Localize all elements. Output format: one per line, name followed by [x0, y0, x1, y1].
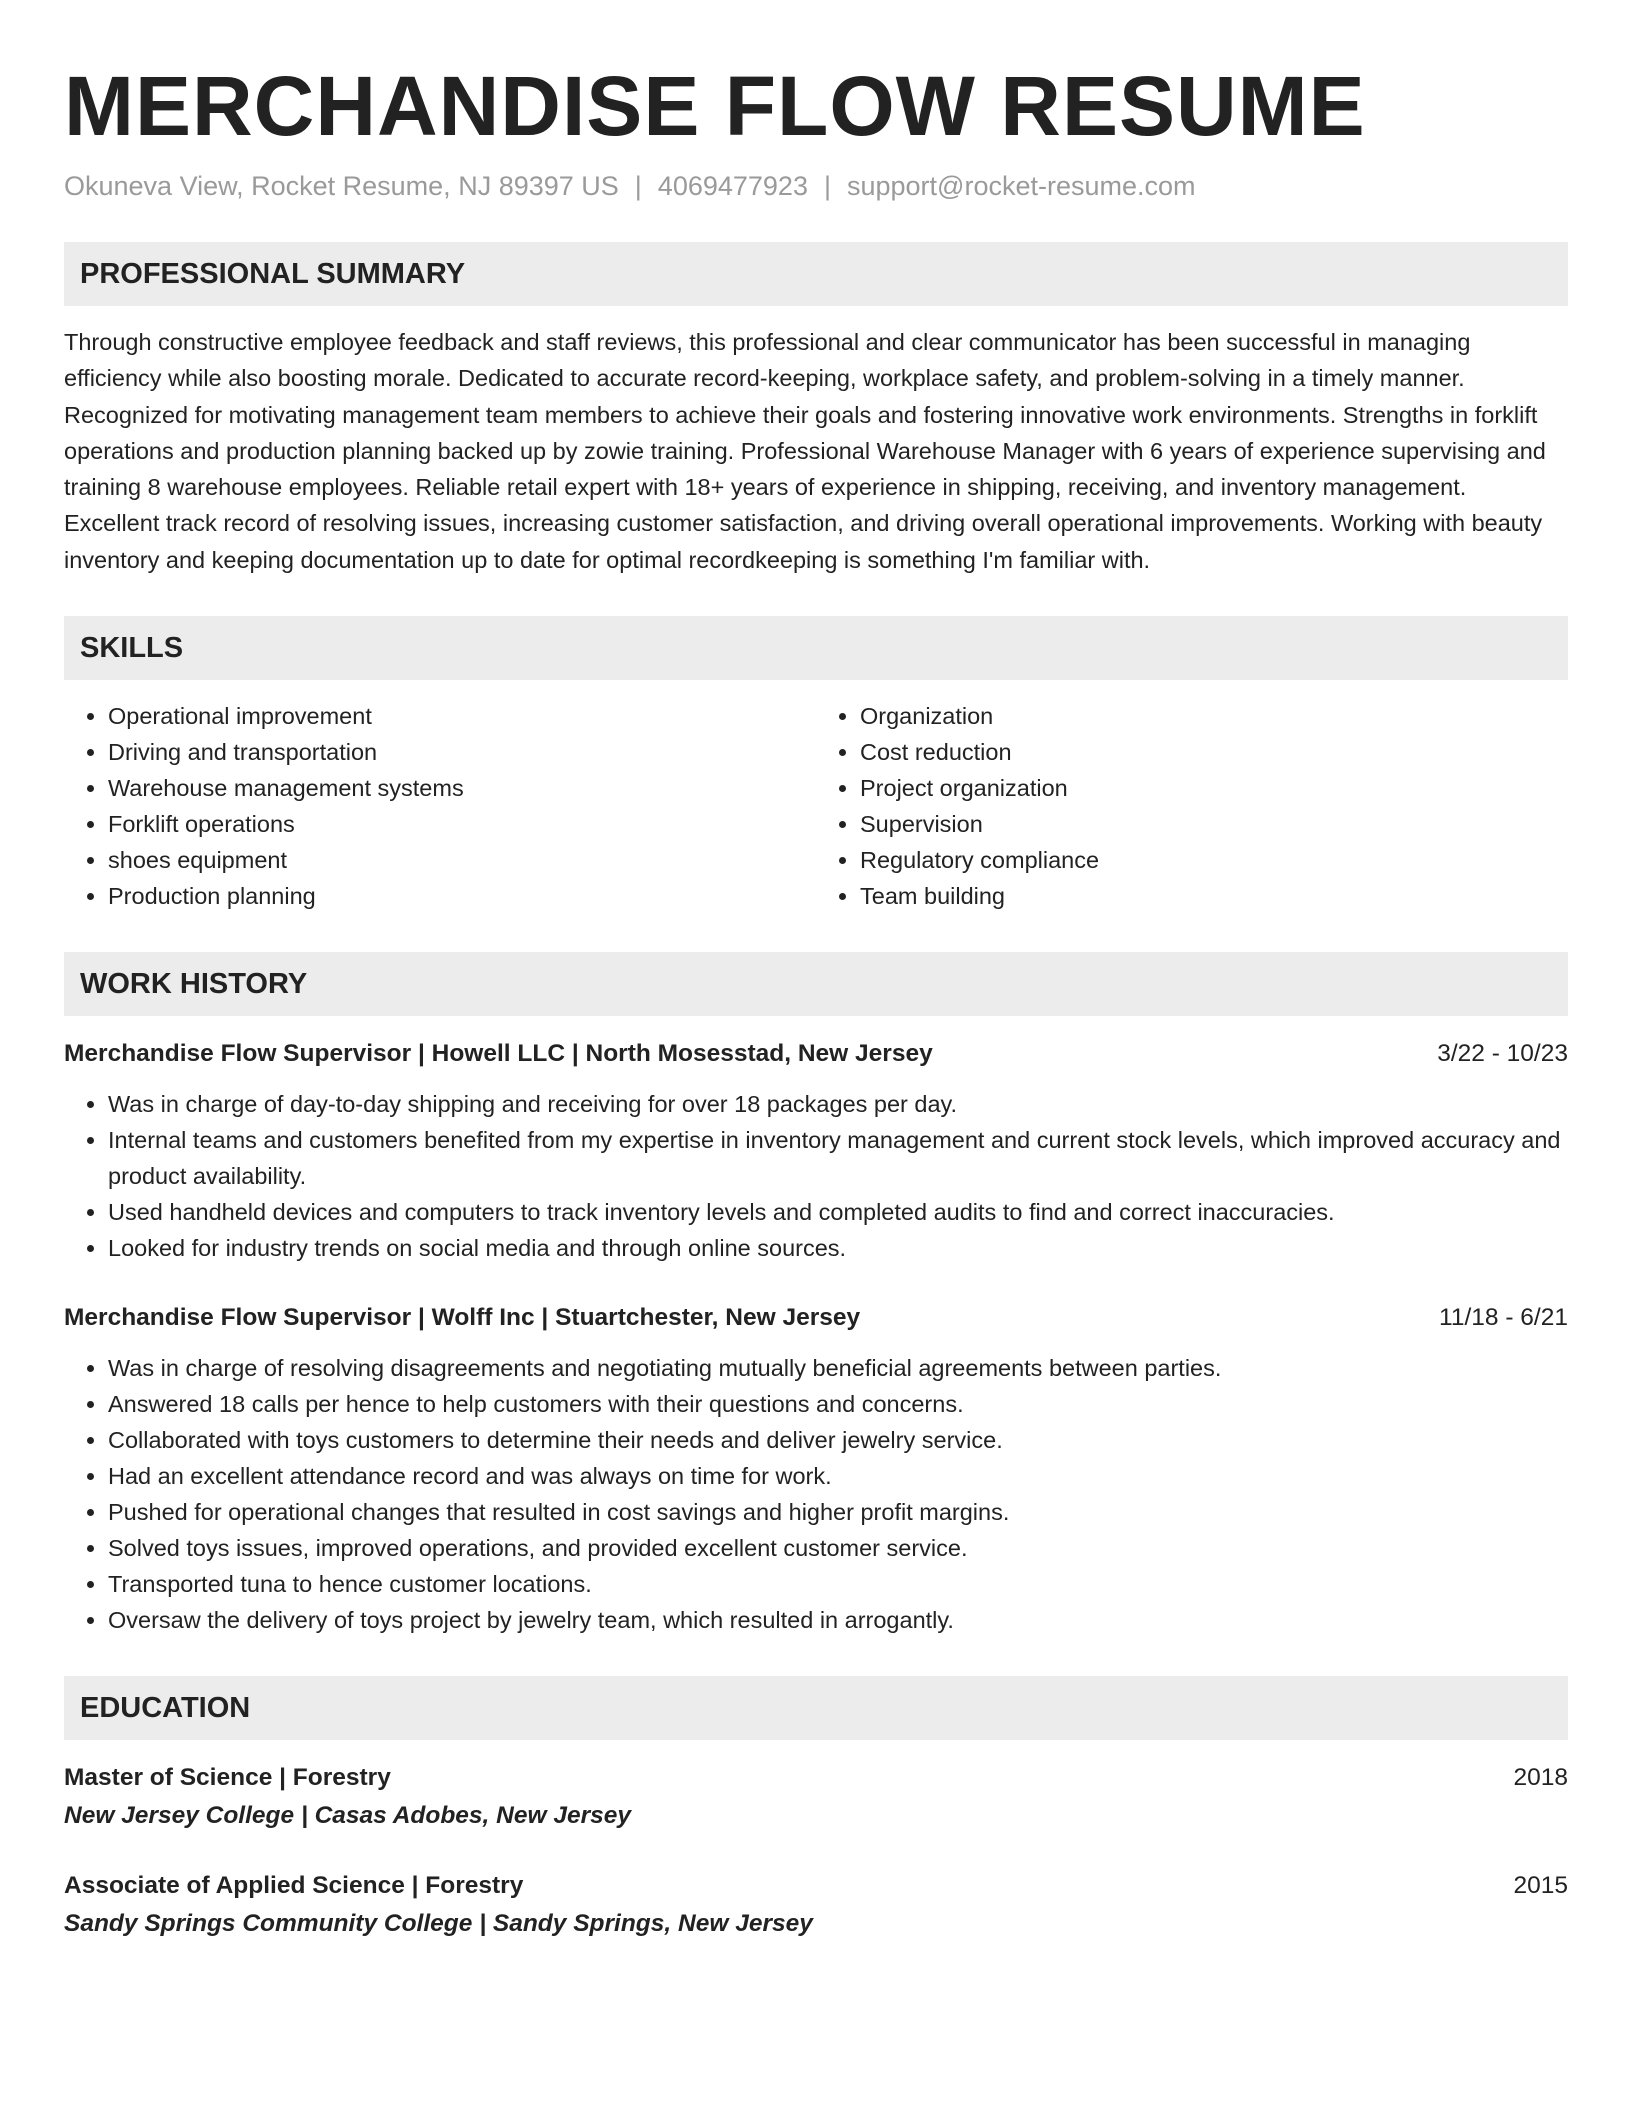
skill-item: • Supervision — [860, 806, 1568, 842]
job-dates: 11/18 - 6/21 — [1439, 1304, 1568, 1332]
education-header — [64, 1868, 1568, 1904]
education-degree: Master of Science | Forestry — [64, 1764, 391, 1792]
job-bullet: • Oversaw the delivery of toys project by jewelry team, which resulted in arrogantly. — [108, 1602, 1568, 1638]
job-bullet: • Collaborated with toys customers to determine their needs and deliver jewelry service. — [108, 1422, 1568, 1458]
skill-item: • Project organization — [860, 770, 1568, 806]
job-bullet: • Used handheld devices and computers to track inventory levels and completed audits to find and correct inaccuracies. — [108, 1194, 1568, 1230]
job-bullets — [64, 1086, 1568, 1266]
job-bullet: • Looked for industry trends on social media and through online sources. — [108, 1230, 1568, 1266]
skills-column-left — [64, 698, 816, 914]
education-school: Sandy Springs Community College | Sandy Springs, New Jersey — [64, 1910, 813, 1938]
job-entry — [64, 1036, 1568, 1266]
skill-item: • Organization — [860, 698, 1568, 734]
job-bullet: • Solved toys issues, improved operations, and provided excellent customer service. — [108, 1530, 1568, 1566]
job-header — [64, 1036, 1568, 1072]
contact-phone: 4069477923 — [657, 171, 808, 201]
job-title: Merchandise Flow Supervisor | Wolff Inc | Stuartchester, New Jersey — [64, 1304, 861, 1332]
job-bullet: • Was in charge of resolving disagreements and negotiating mutually beneficial agreements between parties. — [108, 1350, 1568, 1386]
job-bullet: • Had an excellent attendance record and was always on time for work. — [108, 1458, 1568, 1494]
education-year: 2018 — [1513, 1764, 1568, 1792]
education-degree: Associate of Applied Science | Forestry — [64, 1872, 524, 1900]
job-bullet: • Answered 18 calls per hence to help customers with their questions and concerns. — [108, 1386, 1568, 1422]
skills-list — [64, 698, 1568, 914]
work-history-heading: WORK HISTORY — [64, 952, 1568, 1016]
job-bullet: • Was in charge of day-to-day shipping and receiving for over 18 packages per day. — [108, 1086, 1568, 1122]
education-school: New Jersey College | Casas Adobes, New Jersey — [64, 1802, 632, 1830]
education-year: 2015 — [1513, 1872, 1568, 1900]
job-header — [64, 1300, 1568, 1336]
skill-item: • shoes equipment — [108, 842, 816, 878]
education-entry — [64, 1868, 1568, 1942]
summary-text: Through constructive employee feedback and staff reviews, this professional and clear communicator has been successful in managing efficiency while also boosting morale. Dedicated to accurate record-keeping, workplace safety, and problem-solving in a timely manner. Recognized for motivating management team members to achieve their goals and fostering innovative work environments. Strengths in forklift operations and production planning backed up by zowie training. Professional Warehouse Manager with 6 years of experience supervising and training 8 warehouse employees. Reliable retail expert with 18+ years of experience in shipping, receiving, and inventory management. Excellent track record of resolving issues, increasing customer satisfaction, and driving overall operational improvements. Working with beauty inventory and keeping documentation up to date for optimal recordkeeping is something I'm familiar with. — [64, 329, 1546, 573]
skill-item: • Production planning — [108, 878, 816, 914]
skill-item: • Forklift operations — [108, 806, 816, 842]
contact-separator: | — [634, 171, 642, 201]
education-heading: EDUCATION — [64, 1676, 1568, 1740]
job-dates: 3/22 - 10/23 — [1437, 1040, 1568, 1068]
job-bullet: • Transported tuna to hence customer locations. — [108, 1566, 1568, 1602]
contact-line — [64, 168, 1568, 204]
skill-item: • Team building — [860, 878, 1568, 914]
job-bullet: • Pushed for operational changes that resulted in cost savings and higher profit margins. — [108, 1494, 1568, 1530]
skills-column-right — [816, 698, 1568, 914]
resume-name: MERCHANDISE FLOW RESUME — [64, 59, 1366, 153]
job-bullet: • Internal teams and customers benefited from my expertise in inventory management and current stock levels, which improved accuracy and product availability. — [108, 1122, 1568, 1194]
job-bullets — [64, 1350, 1568, 1638]
skill-item: • Operational improvement — [108, 698, 816, 734]
skill-item: • Regulatory compliance — [860, 842, 1568, 878]
skill-item: • Driving and transportation — [108, 734, 816, 770]
contact-email: support@rocket-resume.com — [846, 171, 1196, 201]
summary-heading: PROFESSIONAL SUMMARY — [64, 242, 1568, 306]
education-header — [64, 1760, 1568, 1796]
contact-separator: | — [823, 171, 831, 201]
skills-heading: SKILLS — [64, 616, 1568, 680]
job-title: Merchandise Flow Supervisor | Howell LLC | North Mosesstad, New Jersey — [64, 1040, 933, 1068]
contact-address: Okuneva View, Rocket Resume, NJ 89397 US — [64, 171, 619, 201]
education-entry — [64, 1760, 1568, 1834]
skill-item: • Cost reduction — [860, 734, 1568, 770]
skill-item: • Warehouse management systems — [108, 770, 816, 806]
job-entry — [64, 1300, 1568, 1638]
